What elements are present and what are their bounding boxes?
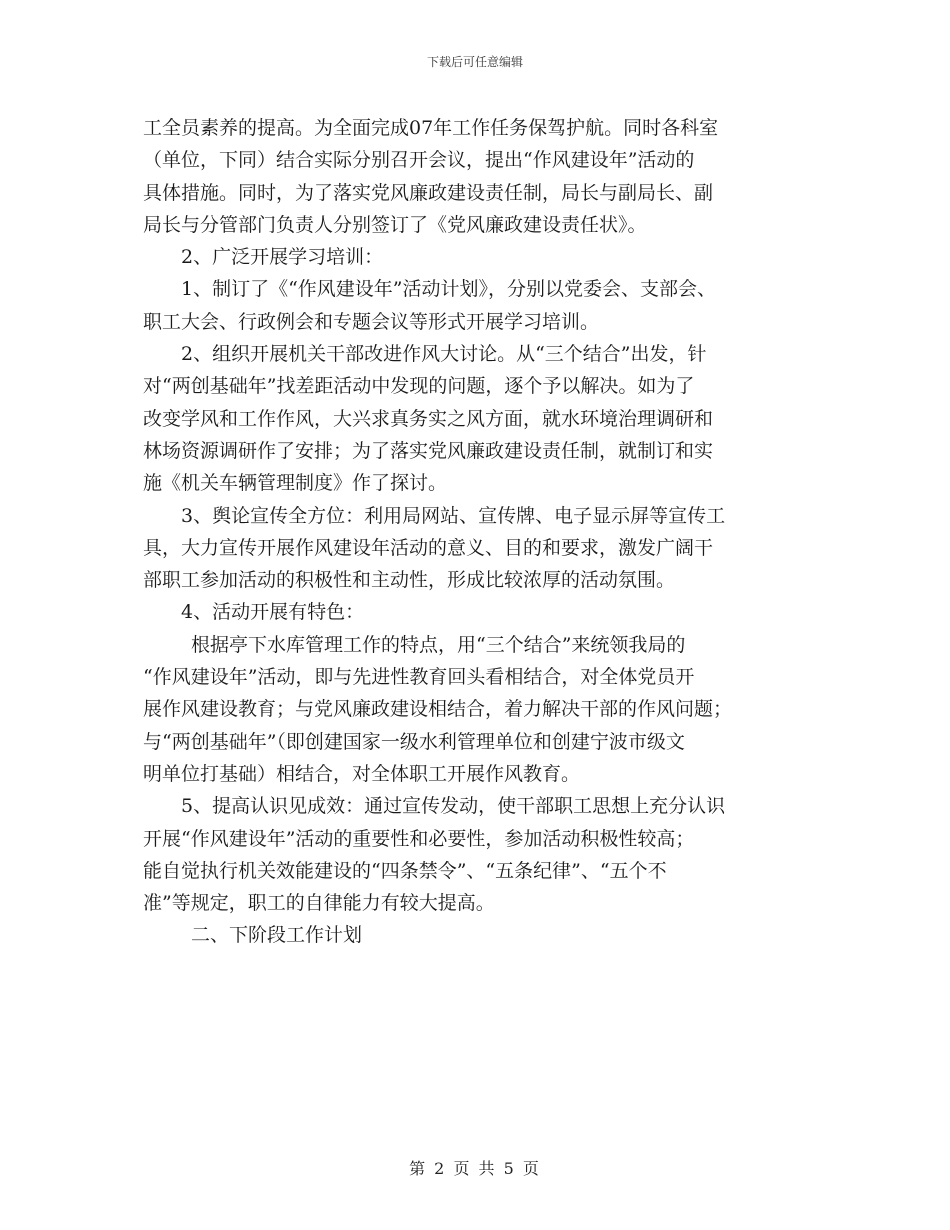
body-line: 准”等规定，职工的自律能力有较大提高。: [143, 892, 495, 915]
body-line: “作风建设年”活动，即与先进性教育回头看相结合，对全体党员开: [143, 666, 695, 689]
body-line: 开展“作风建设年”活动的重要性和必要性，参加活动积极性较高；: [143, 827, 695, 850]
body-line: （单位，下同）结合实际分别召开会议，提出“作风建设年”活动的: [143, 149, 695, 172]
body-line: 能自觉执行机关效能建设的“四条禁令”、“五条纪律”、“五个不: [143, 859, 667, 882]
section-heading: 4、活动开展有特色：: [181, 601, 365, 624]
body-line: 明单位打基础）相结合，对全体职工开展作风教育。: [143, 762, 581, 785]
section-heading: 2、广泛开展学习培训：: [181, 246, 384, 269]
body-line: 工全员素养的提高。为全面完成07年工作任务保驾护航。同时各科室: [143, 117, 719, 139]
section-heading: 二、下阶段工作计划: [191, 924, 363, 947]
document-body: [143, 112, 833, 952]
body-line: 林场资源调研作了安排；为了落实党风廉政建设责任制，就制订和实: [143, 439, 714, 462]
body-line: 根据亭下水库管理工作的特点，用“三个结合”来统领我局的: [191, 633, 686, 656]
body-line: 局长与分管部门负责人分别签订了《党风廉政建设责任状》。: [143, 213, 647, 236]
page-number: 第 2 页 共 5 页: [409, 1159, 541, 1178]
body-line: 部职工参加活动的积极性和主动性，形成比较浓厚的活动氛围。: [143, 569, 676, 592]
body-line: 1、制订了《“作风建设年”活动计划》，分别以党委会、支部会、: [181, 278, 717, 301]
body-line: 展作风建设教育；与党风廉政建设相结合，着力解决干部的作风问题；: [143, 698, 733, 721]
body-line: 对“两创基础年”找差距活动中发现的问题，逐个予以解决。如为了: [143, 375, 695, 398]
body-line: 3、舆论宣传全方位：利用局网站、宣传牌、电子显示屏等宣传工: [181, 504, 726, 527]
body-line: 改变学风和工作作风，大兴求真务实之风方面，就水环境治理调研和: [143, 407, 714, 430]
body-line: 具体措施。同时，为了落实党风廉政建设责任制，局长与副局长、副: [143, 181, 714, 204]
body-line: 2、组织开展机关干部改进作风大讨论。从“三个结合”出发，针: [181, 343, 707, 366]
page-header-note: 下载后可任意编辑: [426, 55, 523, 69]
body-line: 施《机关车辆管理制度》作了探讨。: [143, 472, 448, 495]
body-line: 职工大会、行政例会和专题会议等形式开展学习培训。: [143, 310, 600, 333]
body-line: 具，大力宣传开展作风建设年活动的意义、目的和要求，激发广阔干: [143, 536, 714, 559]
body-line: 与“两创基础年”（即创建国家一级水利管理单位和创建宁波市级文: [143, 730, 685, 753]
body-line: 5、提高认识见成效：通过宣传发动，使干部职工思想上充分认识: [181, 795, 726, 818]
